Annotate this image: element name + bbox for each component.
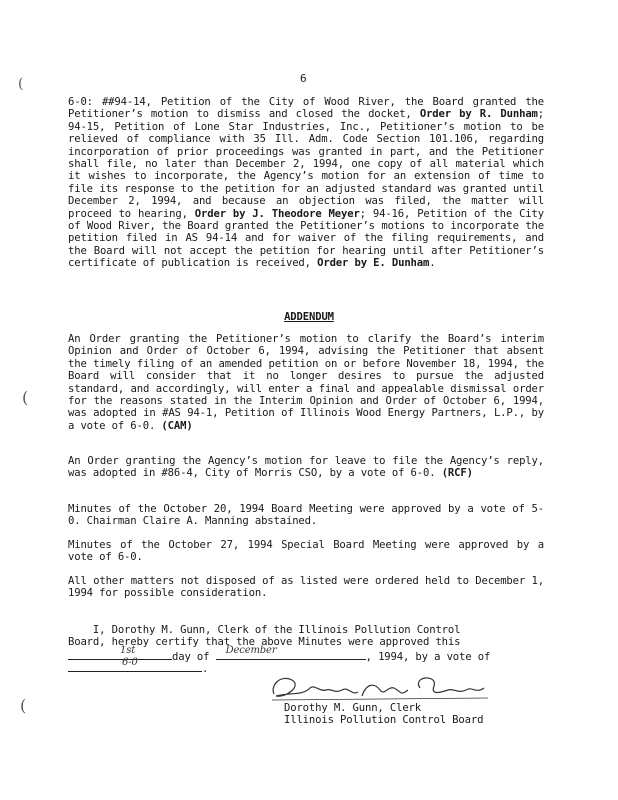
margin-mark-top: ( [18, 76, 24, 92]
cert-end-period: . [202, 663, 209, 675]
paragraph-matters-held: All other matters not disposed of as listed were ordered held to December 1, 1994 for possible consideration. [68, 575, 544, 600]
day-blank [68, 645, 172, 660]
paragraph-minutes-oct27: Minutes of the October 27, 1994 Special Board Meeting were approved by a vote of 6-0. [68, 539, 544, 564]
certification-line-1: I, Dorothy M. Gunn, Clerk of the Illinois Pollution Control [68, 624, 461, 636]
paragraph-addendum-order-2 [68, 455, 544, 480]
margin-mark-bottom: ( [20, 696, 27, 715]
addendum-heading: ADDENDUM [284, 311, 334, 323]
para1-order-3: Order by E. Dunham [317, 257, 430, 270]
para2-tag: (CAM) [161, 419, 193, 432]
para2-text: An Order granting the Petitioner’s motion to clarify the Board’s interim Opinion and Order of October 6, 1994, advising the Petitioner that absent the timely filing of an amended petition on or before November 18, 1994, the Board will consider that it no longer desires to pursue the adjusted standard, and accordingly, will enter a final and appealable dismissal order for the reasons stated in the Interim Opinion and Order of October 6, 1994, was adopted in #AS 94-1, Petition of Illinois Wood Energy Partners, L.P., by a vote of 6-0. [68, 333, 544, 432]
para1-text-4: . [429, 257, 436, 270]
page-number: 6 [300, 72, 307, 85]
certification-line-4 [68, 657, 209, 675]
para1-text-1: 6-0: ##94-14, Petition of the City of Wood River, the Board granted the Petitioner’s motion to dismiss and closed the docket, [68, 96, 544, 121]
para1-text-3: ; 94-16, Petition of the City of Wood River, the Board granted the Petitioner’s motions to incorporate the petition filed in AS 94-14 and for waiver of the filing requirements, and the Board will not accept the petition for hearing until after Petitioner’s certificate of publication is received, [68, 207, 544, 270]
para1-order-1: Order by R. Dunham [419, 108, 538, 121]
handwritten-signature [262, 666, 492, 706]
paragraph-board-orders [68, 96, 544, 270]
month-blank [216, 645, 366, 660]
paragraph-addendum-order-1 [68, 333, 544, 432]
vote-handwriting: 6-0 [122, 657, 138, 668]
para1-text-2: ; 94-15, Petition of Lone Star Industries, Inc., Petitioner’s motion to be relieved of compliance with 35 Ill. Adm. Code Section 101.106, regarding incorporation of prior proceedings was granted in part, and the Petitioner shall file, no later than December 2, 1994, one copy of all material which it wishes to incorporate, the Agency’s motion for an extension of time to file its response to the petition for an adjusted standard was granted until December 2, 1994, and because an objection was filed, the matter will proceed to hearing, [68, 108, 545, 220]
para3-text: An Order granting the Agency’s motion for leave to file the Agency’s reply, was adopted in #86-4, City of Morris CSO, by a vote of 6-0. [68, 455, 544, 480]
paragraph-minutes-oct20: Minutes of the October 20, 1994 Board Meeting were approved by a vote of 5-0. Chairman Claire A. Manning abstained. [68, 503, 544, 528]
clerk-title: Illinois Pollution Control Board [284, 714, 484, 727]
para3-tag: (RCF) [441, 467, 473, 480]
year-vote-label: , 1994, by a vote of [365, 651, 491, 663]
signature-block [284, 702, 483, 727]
day-handwriting: 1st [120, 645, 136, 656]
certification-line-2: Board, hereby certify that the above Minutes were approved this [68, 636, 461, 648]
para1-order-2: Order by J. Theodore Meyer [194, 207, 360, 220]
clerk-name: Dorothy M. Gunn, Clerk [284, 702, 422, 714]
day-of-label: day of [172, 651, 210, 663]
month-handwriting: December [225, 645, 277, 656]
vote-blank [68, 657, 202, 672]
margin-mark-middle: ( [22, 388, 29, 407]
